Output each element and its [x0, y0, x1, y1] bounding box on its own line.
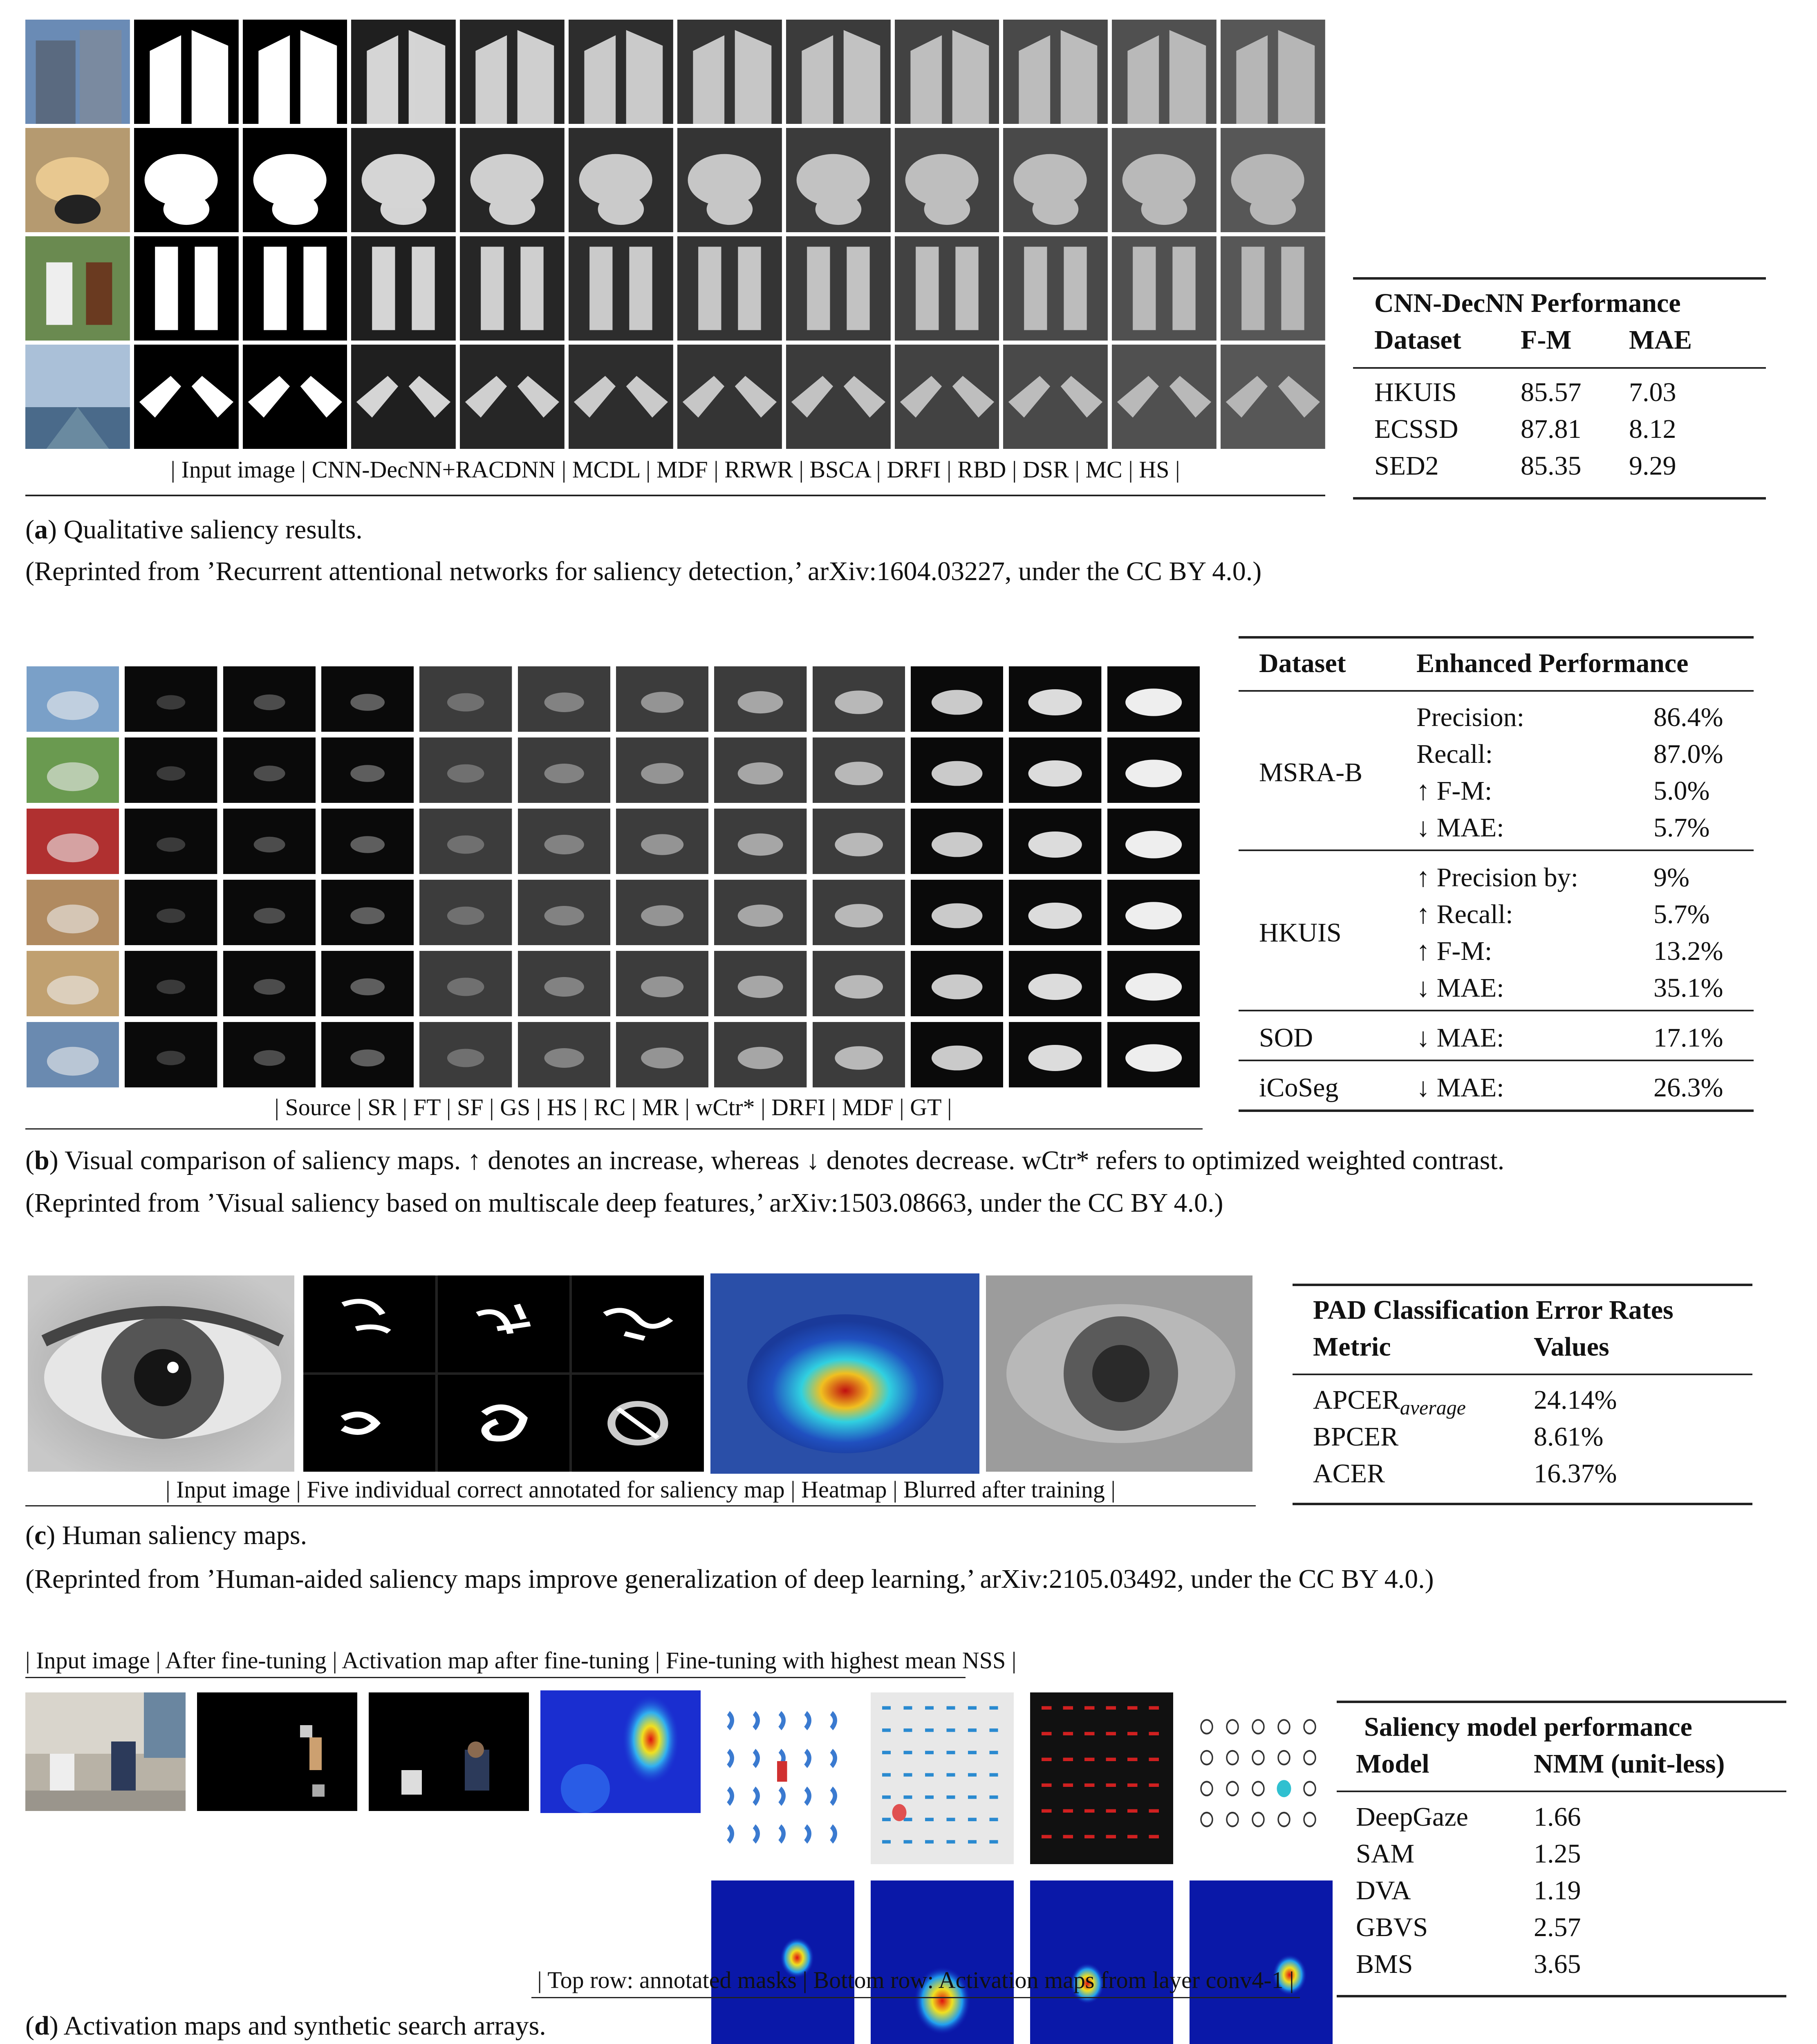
panel-a-source: (Reprinted from ’Recurrent attentional networks for saliency detection,’ arXiv:1604.03227, under the CC BY 4.0.): [25, 556, 1262, 586]
table-cell-value: 87.0%: [1653, 739, 1723, 769]
source-thumbnail: [27, 951, 119, 1016]
panel-c-header-metric: Metric: [1313, 1332, 1391, 1362]
table-cell-dataset: HKUIS: [1374, 377, 1457, 407]
saliency-map-thumbnail: [895, 20, 999, 124]
saliency-map-thumbnail: [677, 345, 782, 449]
table-cell-nmm: 1.19: [1534, 1876, 1581, 1905]
panel-d-after-fine-tuning: [197, 1692, 357, 1811]
saliency-map-thumbnail: [518, 880, 610, 945]
saliency-map-thumbnail: [419, 880, 512, 945]
saliency-map-thumbnail: [895, 236, 999, 341]
saliency-map-thumbnail: [911, 737, 1003, 803]
saliency-map-thumbnail: [1221, 236, 1325, 341]
table-cell-dataset: ECSSD: [1374, 414, 1459, 444]
table-rule: [1239, 1010, 1754, 1011]
saliency-map-thumbnail: [1009, 951, 1101, 1016]
saliency-map-thumbnail: [419, 1022, 512, 1087]
panel-d-top-labels: | Input image | After fine-tuning | Activation map after fine-tuning | Fine-tuning with highest mean NSS |: [25, 1647, 1017, 1674]
activation-map-thumbnail: [871, 1880, 1014, 2044]
panel-c-source: (Reprinted from ’Human-aided saliency maps improve generalization of deep learning,’ arXiv:2105.03492, under the CC BY 4.0.): [25, 1564, 1434, 1594]
saliency-map-thumbnail: [134, 345, 239, 449]
saliency-map-thumbnail: [125, 1022, 217, 1087]
panel-d-caption: (d) Activation maps and synthetic search arrays.: [25, 2011, 546, 2041]
saliency-map-thumbnail: [223, 737, 316, 803]
table-cell-mae: 8.12: [1629, 414, 1676, 444]
saliency-map-thumbnail: [813, 880, 905, 945]
table-cell-model: SAM: [1356, 1839, 1415, 1869]
saliency-map-thumbnail: [1009, 737, 1101, 803]
table-cell-model: GBVS: [1356, 1912, 1428, 1942]
saliency-map-thumbnail: [419, 809, 512, 874]
saliency-map-thumbnail: [518, 951, 610, 1016]
table-cell-metric: ↑ Precision by:: [1416, 863, 1578, 892]
saliency-map-thumbnail: [895, 128, 999, 232]
saliency-map-thumbnail: [714, 809, 807, 874]
table-cell-nmm: 1.25: [1534, 1839, 1581, 1869]
table-cell-value: 13.2%: [1653, 936, 1723, 966]
saliency-map-thumbnail: [813, 951, 905, 1016]
saliency-map-thumbnail: [419, 951, 512, 1016]
saliency-map-thumbnail: [714, 666, 807, 732]
panel-b-header-dataset: Dataset: [1259, 648, 1346, 678]
saliency-map-thumbnail: [1107, 666, 1200, 732]
saliency-map-thumbnail: [134, 128, 239, 232]
table-cell-metric: Precision:: [1416, 702, 1524, 732]
saliency-map-thumbnail: [1221, 20, 1325, 124]
saliency-map-thumbnail: [569, 20, 673, 124]
saliency-map-thumbnail: [518, 666, 610, 732]
table-cell-value: 8.61%: [1534, 1422, 1604, 1452]
saliency-map-thumbnail: [1107, 880, 1200, 945]
table-cell-dataset: iCoSeg: [1259, 1073, 1339, 1103]
saliency-map-thumbnail: [786, 20, 891, 124]
table-cell-value: 9%: [1653, 863, 1689, 892]
panel-d-top-rule: [25, 1677, 966, 1678]
saliency-map-thumbnail: [1003, 236, 1108, 341]
annotation-map-thumbnail: [303, 1275, 435, 1372]
saliency-map-thumbnail: [813, 737, 905, 803]
panel-d-header-nmm: NMM (unit-less): [1534, 1749, 1725, 1779]
saliency-map-thumbnail: [1003, 345, 1108, 449]
saliency-map-thumbnail: [1221, 345, 1325, 449]
saliency-map-thumbnail: [351, 128, 456, 232]
annotation-map-thumbnail: [572, 1275, 704, 1372]
saliency-map-thumbnail: [911, 1022, 1003, 1087]
saliency-map-thumbnail: [321, 951, 414, 1016]
panel-d-bottom-rule: [531, 1997, 1300, 1998]
saliency-map-thumbnail: [243, 236, 347, 341]
saliency-map-thumbnail: [460, 20, 565, 124]
table-cell-metric: ↑ Recall:: [1416, 899, 1513, 929]
panel-d-bottom-labels: | Top row: annotated masks | Bottom row: Activation maps from layer conv4-1 |: [537, 1967, 1294, 1993]
saliency-map-thumbnail: [786, 345, 891, 449]
annotation-map-thumbnail: [303, 1375, 435, 1472]
saliency-map-thumbnail: [223, 1022, 316, 1087]
table-cell-fm: 85.57: [1521, 377, 1582, 407]
saliency-map-thumbnail: [125, 951, 217, 1016]
saliency-map-thumbnail: [911, 809, 1003, 874]
input-thumbnail: [25, 345, 130, 449]
saliency-map-thumbnail: [321, 1022, 414, 1087]
saliency-map-thumbnail: [223, 951, 316, 1016]
input-thumbnail: [25, 128, 130, 232]
saliency-map-thumbnail: [351, 236, 456, 341]
panel-c-blurred-eye: [986, 1275, 1252, 1472]
saliency-map-thumbnail: [321, 809, 414, 874]
table-cell-model: DVA: [1356, 1876, 1411, 1905]
saliency-map-thumbnail: [616, 666, 708, 732]
saliency-map-thumbnail: [714, 880, 807, 945]
saliency-map-thumbnail: [677, 236, 782, 341]
panel-a-caption: (a) Qualitative saliency results.: [25, 515, 363, 545]
activation-map-thumbnail: [1190, 1880, 1333, 2044]
saliency-map-thumbnail: [243, 20, 347, 124]
table-cell-fm: 87.81: [1521, 414, 1582, 444]
saliency-map-thumbnail: [243, 128, 347, 232]
panel-a-header-dataset: Dataset: [1374, 325, 1461, 355]
table-cell-value: 16.37%: [1534, 1459, 1617, 1488]
saliency-map-thumbnail: [243, 345, 347, 449]
source-thumbnail: [27, 1022, 119, 1087]
table-cell-nmm: 1.66: [1534, 1802, 1581, 1832]
search-array-thumbnail: [711, 1692, 854, 1864]
saliency-map-thumbnail: [1112, 128, 1217, 232]
panel-d-header-model: Model: [1356, 1749, 1429, 1779]
table-rule: [1239, 1060, 1754, 1061]
saliency-map-thumbnail: [125, 809, 217, 874]
saliency-map-thumbnail: [1107, 737, 1200, 803]
saliency-map-thumbnail: [1112, 236, 1217, 341]
saliency-map-thumbnail: [1009, 1022, 1101, 1087]
saliency-map-thumbnail: [714, 737, 807, 803]
saliency-map-thumbnail: [616, 951, 708, 1016]
saliency-map-thumbnail: [677, 128, 782, 232]
saliency-map-thumbnail: [321, 666, 414, 732]
saliency-map-thumbnail: [786, 128, 891, 232]
table-cell-model: BMS: [1356, 1949, 1413, 1979]
table-cell-model: DeepGaze: [1356, 1802, 1468, 1832]
panel-b-source: (Reprinted from ’Visual saliency based on multiscale deep features,’ arXiv:1503.08663, under the CC BY 4.0.): [25, 1188, 1223, 1218]
saliency-map-thumbnail: [786, 236, 891, 341]
activation-map-thumbnail: [711, 1880, 854, 2044]
search-array-thumbnail: [871, 1692, 1014, 1864]
saliency-map-thumbnail: [813, 666, 905, 732]
saliency-map-thumbnail: [460, 236, 565, 341]
saliency-map-thumbnail: [1112, 345, 1217, 449]
saliency-map-thumbnail: [714, 951, 807, 1016]
table-rule: [1239, 1109, 1754, 1112]
source-thumbnail: [27, 809, 119, 874]
table-cell-fm: 85.35: [1521, 451, 1582, 481]
saliency-map-thumbnail: [134, 236, 239, 341]
saliency-map-thumbnail: [616, 737, 708, 803]
table-cell-value: 86.4%: [1653, 702, 1723, 732]
saliency-map-thumbnail: [1107, 951, 1200, 1016]
panel-a-image-grid: [25, 20, 1325, 449]
input-thumbnail: [25, 236, 130, 341]
saliency-map-thumbnail: [714, 1022, 807, 1087]
annotation-map-thumbnail: [572, 1375, 704, 1472]
panel-c-input-eye: [28, 1275, 294, 1472]
panel-c-table-title: PAD Classification Error Rates: [1313, 1295, 1674, 1325]
saliency-map-thumbnail: [813, 809, 905, 874]
saliency-map-thumbnail: [460, 345, 565, 449]
saliency-map-thumbnail: [351, 345, 456, 449]
saliency-map-thumbnail: [895, 345, 999, 449]
annotation-map-thumbnail: [438, 1275, 570, 1372]
panel-c-annotations: [303, 1275, 704, 1472]
panel-a-header-mae: MAE: [1629, 325, 1692, 355]
table-cell-dataset: HKUIS: [1259, 918, 1342, 948]
input-thumbnail: [25, 20, 130, 124]
panel-a-table-title: CNN-DecNN Performance: [1374, 288, 1681, 318]
panel-c-caption: (c) Human saliency maps.: [25, 1520, 307, 1550]
saliency-map-thumbnail: [1009, 880, 1101, 945]
panel-d-activation-after-fine-tuning: [369, 1692, 529, 1811]
source-thumbnail: [27, 880, 119, 945]
table-cell-mae: 7.03: [1629, 377, 1676, 407]
table-cell-nmm: 2.57: [1534, 1912, 1581, 1942]
saliency-map-thumbnail: [1003, 128, 1108, 232]
saliency-map-thumbnail: [1107, 1022, 1200, 1087]
panel-c-method-labels: | Input image | Five individual correct annotated for saliency map | Heatmap | Blurred after training |: [165, 1476, 1116, 1503]
table-rule: [1239, 849, 1754, 851]
search-array-thumbnail: [1190, 1692, 1333, 1864]
saliency-map-thumbnail: [223, 809, 316, 874]
table-cell-value: 5.7%: [1653, 813, 1710, 843]
table-cell-metric: ↓ MAE:: [1416, 813, 1504, 843]
panel-a-method-labels: | Input image | CNN-DecNN+RACDNN | MCDL | MDF | RRWR | BSCA | DRFI | RBD | DSR | MC | HS |: [170, 456, 1180, 483]
table-cell-metric: $APCER_{average}$: [1313, 1385, 1466, 1419]
panel-b-caption: (b) Visual comparison of saliency maps. ↑ denotes an increase, whereas ↓ denotes decrease. wCtr* refers to optimized weighted contrast.: [25, 1145, 1505, 1175]
saliency-map-thumbnail: [569, 128, 673, 232]
saliency-map-thumbnail: [125, 880, 217, 945]
saliency-map-thumbnail: [125, 666, 217, 732]
panel-a-header-fm: F-M: [1521, 325, 1572, 355]
saliency-map-thumbnail: [419, 666, 512, 732]
table-cell-nmm: 3.65: [1534, 1949, 1581, 1979]
saliency-map-thumbnail: [518, 737, 610, 803]
saliency-map-thumbnail: [1003, 20, 1108, 124]
table-cell-value: 24.14%: [1534, 1385, 1617, 1415]
table-cell-metric: ↓ MAE:: [1416, 1073, 1504, 1103]
table-cell-dataset: SOD: [1259, 1023, 1313, 1053]
saliency-map-thumbnail: [911, 880, 1003, 945]
saliency-map-thumbnail: [518, 1022, 610, 1087]
saliency-map-thumbnail: [616, 880, 708, 945]
saliency-map-thumbnail: [321, 737, 414, 803]
panel-b-method-labels: | Source | SR | FT | SF | GS | HS | RC | MR | wCtr* | DRFI | MDF | GT |: [274, 1094, 952, 1121]
source-thumbnail: [27, 737, 119, 803]
saliency-map-thumbnail: [223, 880, 316, 945]
saliency-map-thumbnail: [518, 809, 610, 874]
table-cell-metric: ↑ F-M:: [1416, 936, 1492, 966]
table-cell-value: 5.7%: [1653, 899, 1710, 929]
table-cell-value: 17.1%: [1653, 1023, 1723, 1053]
panel-c-heatmap: [710, 1273, 979, 1474]
saliency-map-thumbnail: [616, 1022, 708, 1087]
annotation-map-thumbnail: [438, 1375, 570, 1472]
panel-a-figure-rule: [25, 495, 1325, 496]
panel-c-figure-rule: [25, 1505, 1256, 1506]
saliency-map-thumbnail: [1221, 128, 1325, 232]
panel-b-image-grid: [27, 666, 1200, 1087]
table-cell-dataset: MSRA-B: [1259, 758, 1363, 787]
saliency-map-thumbnail: [813, 1022, 905, 1087]
panel-d-highest-nss-map: [540, 1690, 701, 1813]
table-cell-metric: ↓ MAE:: [1416, 973, 1504, 1003]
saliency-map-thumbnail: [351, 20, 456, 124]
saliency-map-thumbnail: [321, 880, 414, 945]
saliency-map-thumbnail: [569, 345, 673, 449]
table-cell-metric: ↓ MAE:: [1416, 1023, 1504, 1053]
source-thumbnail: [27, 666, 119, 732]
panel-d-input-image: [25, 1692, 186, 1811]
saliency-map-thumbnail: [569, 236, 673, 341]
saliency-map-thumbnail: [911, 666, 1003, 732]
saliency-map-thumbnail: [1009, 666, 1101, 732]
saliency-map-thumbnail: [1009, 809, 1101, 874]
table-cell-value: 26.3%: [1653, 1073, 1723, 1103]
search-array-thumbnail: [1030, 1692, 1173, 1864]
saliency-map-thumbnail: [616, 809, 708, 874]
panel-c-header-values: Values: [1534, 1332, 1609, 1362]
table-cell-metric: BPCER: [1313, 1422, 1399, 1452]
saliency-map-thumbnail: [134, 20, 239, 124]
table-cell-dataset: SED2: [1374, 451, 1439, 481]
table-cell-metric: ↑ F-M:: [1416, 776, 1492, 806]
table-cell-value: 5.0%: [1653, 776, 1710, 806]
table-cell-mae: 9.29: [1629, 451, 1676, 481]
saliency-map-thumbnail: [125, 737, 217, 803]
saliency-map-thumbnail: [911, 951, 1003, 1016]
panel-b-header-enhanced: Enhanced Performance: [1416, 648, 1689, 678]
table-cell-metric: ACER: [1313, 1459, 1385, 1488]
saliency-map-thumbnail: [223, 666, 316, 732]
saliency-map-thumbnail: [419, 737, 512, 803]
activation-map-thumbnail: [1030, 1880, 1173, 2044]
saliency-map-thumbnail: [1107, 809, 1200, 874]
saliency-map-thumbnail: [677, 20, 782, 124]
table-cell-value: 35.1%: [1653, 973, 1723, 1003]
saliency-map-thumbnail: [460, 128, 565, 232]
panel-b-figure-rule: [25, 1128, 1203, 1130]
table-cell-metric: Recall:: [1416, 739, 1493, 769]
saliency-map-thumbnail: [1112, 20, 1217, 124]
panel-d-table-title: Saliency model performance: [1364, 1712, 1692, 1742]
